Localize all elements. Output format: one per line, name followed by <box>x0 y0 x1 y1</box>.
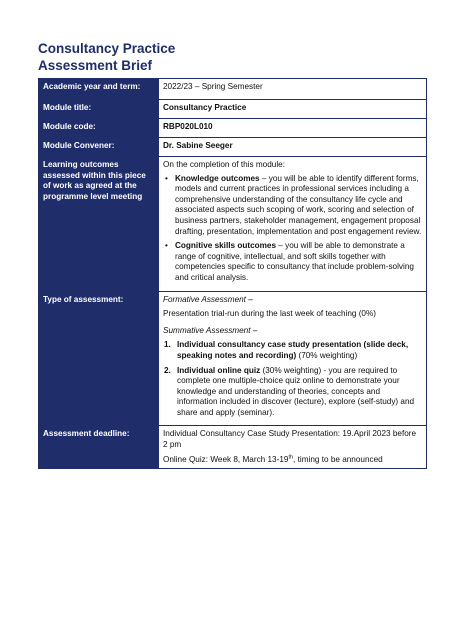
formative-heading: Formative Assessment – <box>163 294 253 304</box>
label-module-convener: Module Convener: <box>39 138 159 157</box>
row-assessment-deadline <box>39 426 427 469</box>
summative-text: (30% weighting) - you are required to complete one multiple-choice quiz online to demonstrate your knowledge and understanding of theories, concepts and information included in discover (lecture), explore (self-study) and share and apply (seminar). <box>177 365 415 417</box>
deadline-quiz-text: Online Quiz: Week 8, March 13-19 <box>163 454 289 464</box>
item-number: 2. <box>164 365 171 375</box>
value-module-code: RBP020L010 <box>159 119 427 138</box>
item-number: 1. <box>164 340 171 350</box>
document-title <box>38 40 175 74</box>
row-type-of-assessment <box>39 291 427 426</box>
outcome-heading: Cognitive skills outcomes <box>175 241 277 251</box>
outcome-text: – you will be able to demonstrate a range of cognitive, intellectual, and soft skills together with competencies specific to consultancy that include problem-solving and critical analysis. <box>175 241 414 282</box>
row-academic-year <box>39 79 427 100</box>
deadline-quiz-suffix: th <box>288 453 294 460</box>
title-line-1: Consultancy Practice <box>38 41 176 56</box>
outcome-heading: Knowledge outcomes <box>175 173 260 183</box>
value-module-title: Consultancy Practice <box>159 100 427 119</box>
row-learning-outcomes <box>39 157 427 292</box>
list-item <box>175 241 422 283</box>
summative-heading: Summative Assessment – <box>163 325 258 335</box>
title-line-2: Assessment Brief <box>38 58 153 73</box>
assessment-brief-table <box>38 78 427 469</box>
row-module-title <box>39 100 427 119</box>
value-assessment-deadline <box>159 426 427 469</box>
value-academic-year: 2022/23 – Spring Semester <box>159 79 427 100</box>
summative-heading-bold: Individual consultancy case study presentation (slide deck, speaking notes and recording) <box>177 340 409 360</box>
list-item <box>164 365 422 419</box>
formative-text: Presentation trial-run during the last week of teaching (0%) <box>163 309 376 319</box>
row-module-code <box>39 119 427 138</box>
deadline-quiz <box>163 455 422 466</box>
value-module-convener: Dr. Sabine Seeger <box>159 138 427 157</box>
label-module-code: Module code: <box>39 119 159 138</box>
summative-heading-bold: Individual online quiz <box>177 365 261 375</box>
learning-outcomes-intro: On the completion of this module: <box>163 160 285 169</box>
list-item <box>175 174 422 238</box>
label-assessment-deadline: Assessment deadline: <box>39 426 159 469</box>
label-type-of-assessment: Type of assessment: <box>39 291 159 426</box>
row-module-convener <box>39 138 427 157</box>
label-learning-outcomes: Learning outcomes assessed within this piece of work as agreed at the programme level meeting <box>39 157 159 292</box>
list-item <box>164 340 422 361</box>
deadline-quiz-tail: , timing to be announced <box>293 454 383 464</box>
label-academic-year: Academic year and term: <box>39 79 159 100</box>
outcome-text: – you will be able to identify different forms, models and current practices in professional services including a comprehensive understanding of the consultancy life cycle and associated aspects such scoping of work, scoring and selection of business partners, stakeholder management, engagement proposal drafting, presentation, implementation and post engagement review. <box>175 173 422 236</box>
summative-text: (70% weighting) <box>296 350 358 360</box>
deadline-presentation: Individual Consultancy Case Study Presentation: 19.April 2023 before 2 pm <box>163 429 417 450</box>
label-module-title: Module title: <box>39 100 159 119</box>
summative-list <box>163 340 422 418</box>
learning-outcomes-list <box>163 174 422 284</box>
value-learning-outcomes <box>159 157 427 292</box>
value-type-of-assessment <box>159 291 427 426</box>
